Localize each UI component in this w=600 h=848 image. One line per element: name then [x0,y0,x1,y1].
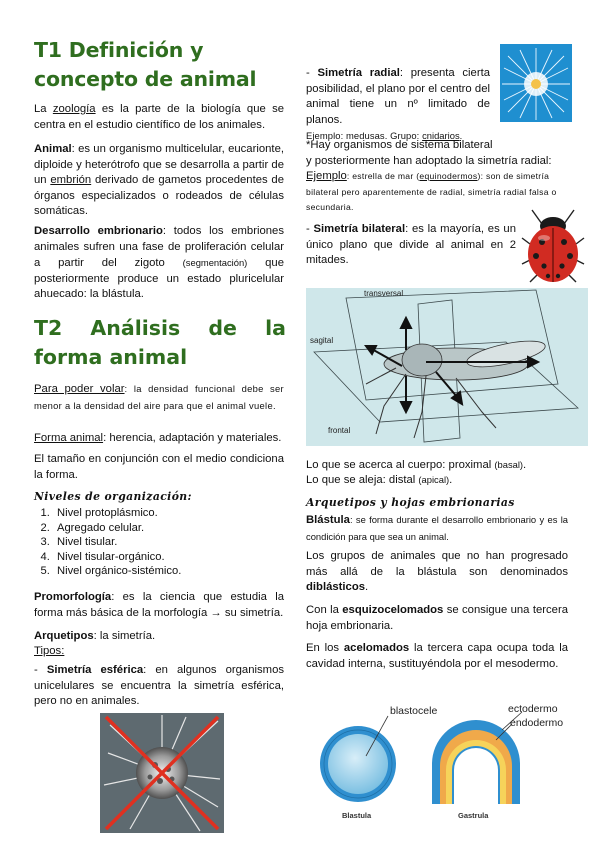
niveles-title: Niveles de organización: [34,490,192,503]
t2-title: T2 Análisis de la forma animal [34,316,286,369]
desarrollo-paragraph: Desarrollo embrionario: todos los embriones animales sufren una fase de proliferación celular a partir del zigoto (segmentación) que posteriormente produce un estado pluricelular ahuecado: la blástula. [34,225,284,301]
jellyfish-image [500,44,572,122]
promorfologia-paragraph: Promorfología: es la ciencia que estudia la forma más básica de la morfología → su simetría. [34,591,284,619]
bilateral-paragraph: - Simetría bilateral: es la mayoría, es un único plano que divide al animal en 2 mitades. [306,223,516,267]
zoologia-link: zoología [52,103,96,115]
embryo-diagram [312,700,582,824]
list-item: 2. Agregado celular. [53,521,303,536]
acelomados-paragraph: En los acelomados la tercera capa ocupa toda la cavidad interna, sustituyéndola por el mesodermo. [306,642,568,670]
esferica-paragraph: - Simetría esférica: en algunos organismos unicelulares se encuentra la simetría esférica, pero no en animales. [34,664,284,708]
label-gastrula: Gastrula [458,811,489,820]
ladybug-image [520,204,586,286]
hay-paragraph: *Hay organismos de sistema bilateral y posteriormente han adoptado la simetría radial: Ejemplo: estrella de mar (equinodermos): son de simetría bilateral pero aparentemente de radial, simetría radial falsa o secundaria. [306,139,557,213]
list-item: 5. Nivel orgánico-sistémico. [53,564,303,579]
tipos-label: Tipos: [34,645,65,657]
arquetipos-paragraph: Arquetipos: la simetría. [34,630,156,642]
label-frontal: frontal [328,426,351,435]
arquetipos-title: Arquetipos y hojas embrionarias [306,496,515,509]
list-item: 3. Nivel tisular. [53,535,303,550]
label-blastula: Blastula [342,811,372,820]
volar-paragraph: Para poder volar: la densidad funcional debe ser menor a la densidad del aire para que el animal vuele. [34,383,284,411]
zoologia-paragraph: La zoología es la parte de la biología que se centra en el estudio científico de los animales. [34,103,284,131]
blastula-paragraph: Blástula: se forma durante el desarrollo embrionario y es la condición para que sea un animal. [306,514,568,542]
distal-line: Lo que se aleja: distal (apical). [306,474,453,486]
list-item: 1. Nivel protoplásmico. [53,506,303,521]
radial-paragraph: - Simetría radial: presenta cierta posibilidad, el plano por el centro del animal tiene un nº limitado de planos. Ejemplo: medusas. Grupo: cnidarios. [306,67,491,142]
tamano-paragraph: El tamaño en conjunción con el medio condiciona la forma. [34,453,284,481]
esquizo-paragraph: Con la esquizocelomados se consigue una tercera hoja embrionaria. [306,604,568,632]
t1-title: T1 Definición y concepto de animal [34,38,257,91]
forma-paragraph: Forma animal: herencia, adaptación y materiales. [34,432,282,444]
animal-definition: Animal: es un organismo multicelular, eucarionte, diploide y heterótrofo que se desarrolla a partir de un embrión derivado de gametos procedentes de órganos especializados o rodeados de células somáticas. [34,143,284,218]
label-transversal: transversal [364,289,404,298]
label-endodermo: endodermo [510,717,564,729]
label-blastocele: blastocele [390,705,438,717]
label-sagital: sagital [310,336,334,345]
radiolarian-crossed-image [100,713,224,833]
embrion-link: embrión [50,174,92,187]
proximal-line: Lo que se acerca al cuerpo: proximal (basal). [306,459,527,471]
symmetry-planes-diagram [306,288,588,446]
label-ectodermo: ectodermo [508,703,558,715]
list-item: 4. Nivel tisular-orgánico. [53,550,303,565]
diblasticos-paragraph: Los grupos de animales que no han progresado más allá de la blástula son denominados diblásticos. [306,550,568,594]
niveles-list [17,506,303,579]
